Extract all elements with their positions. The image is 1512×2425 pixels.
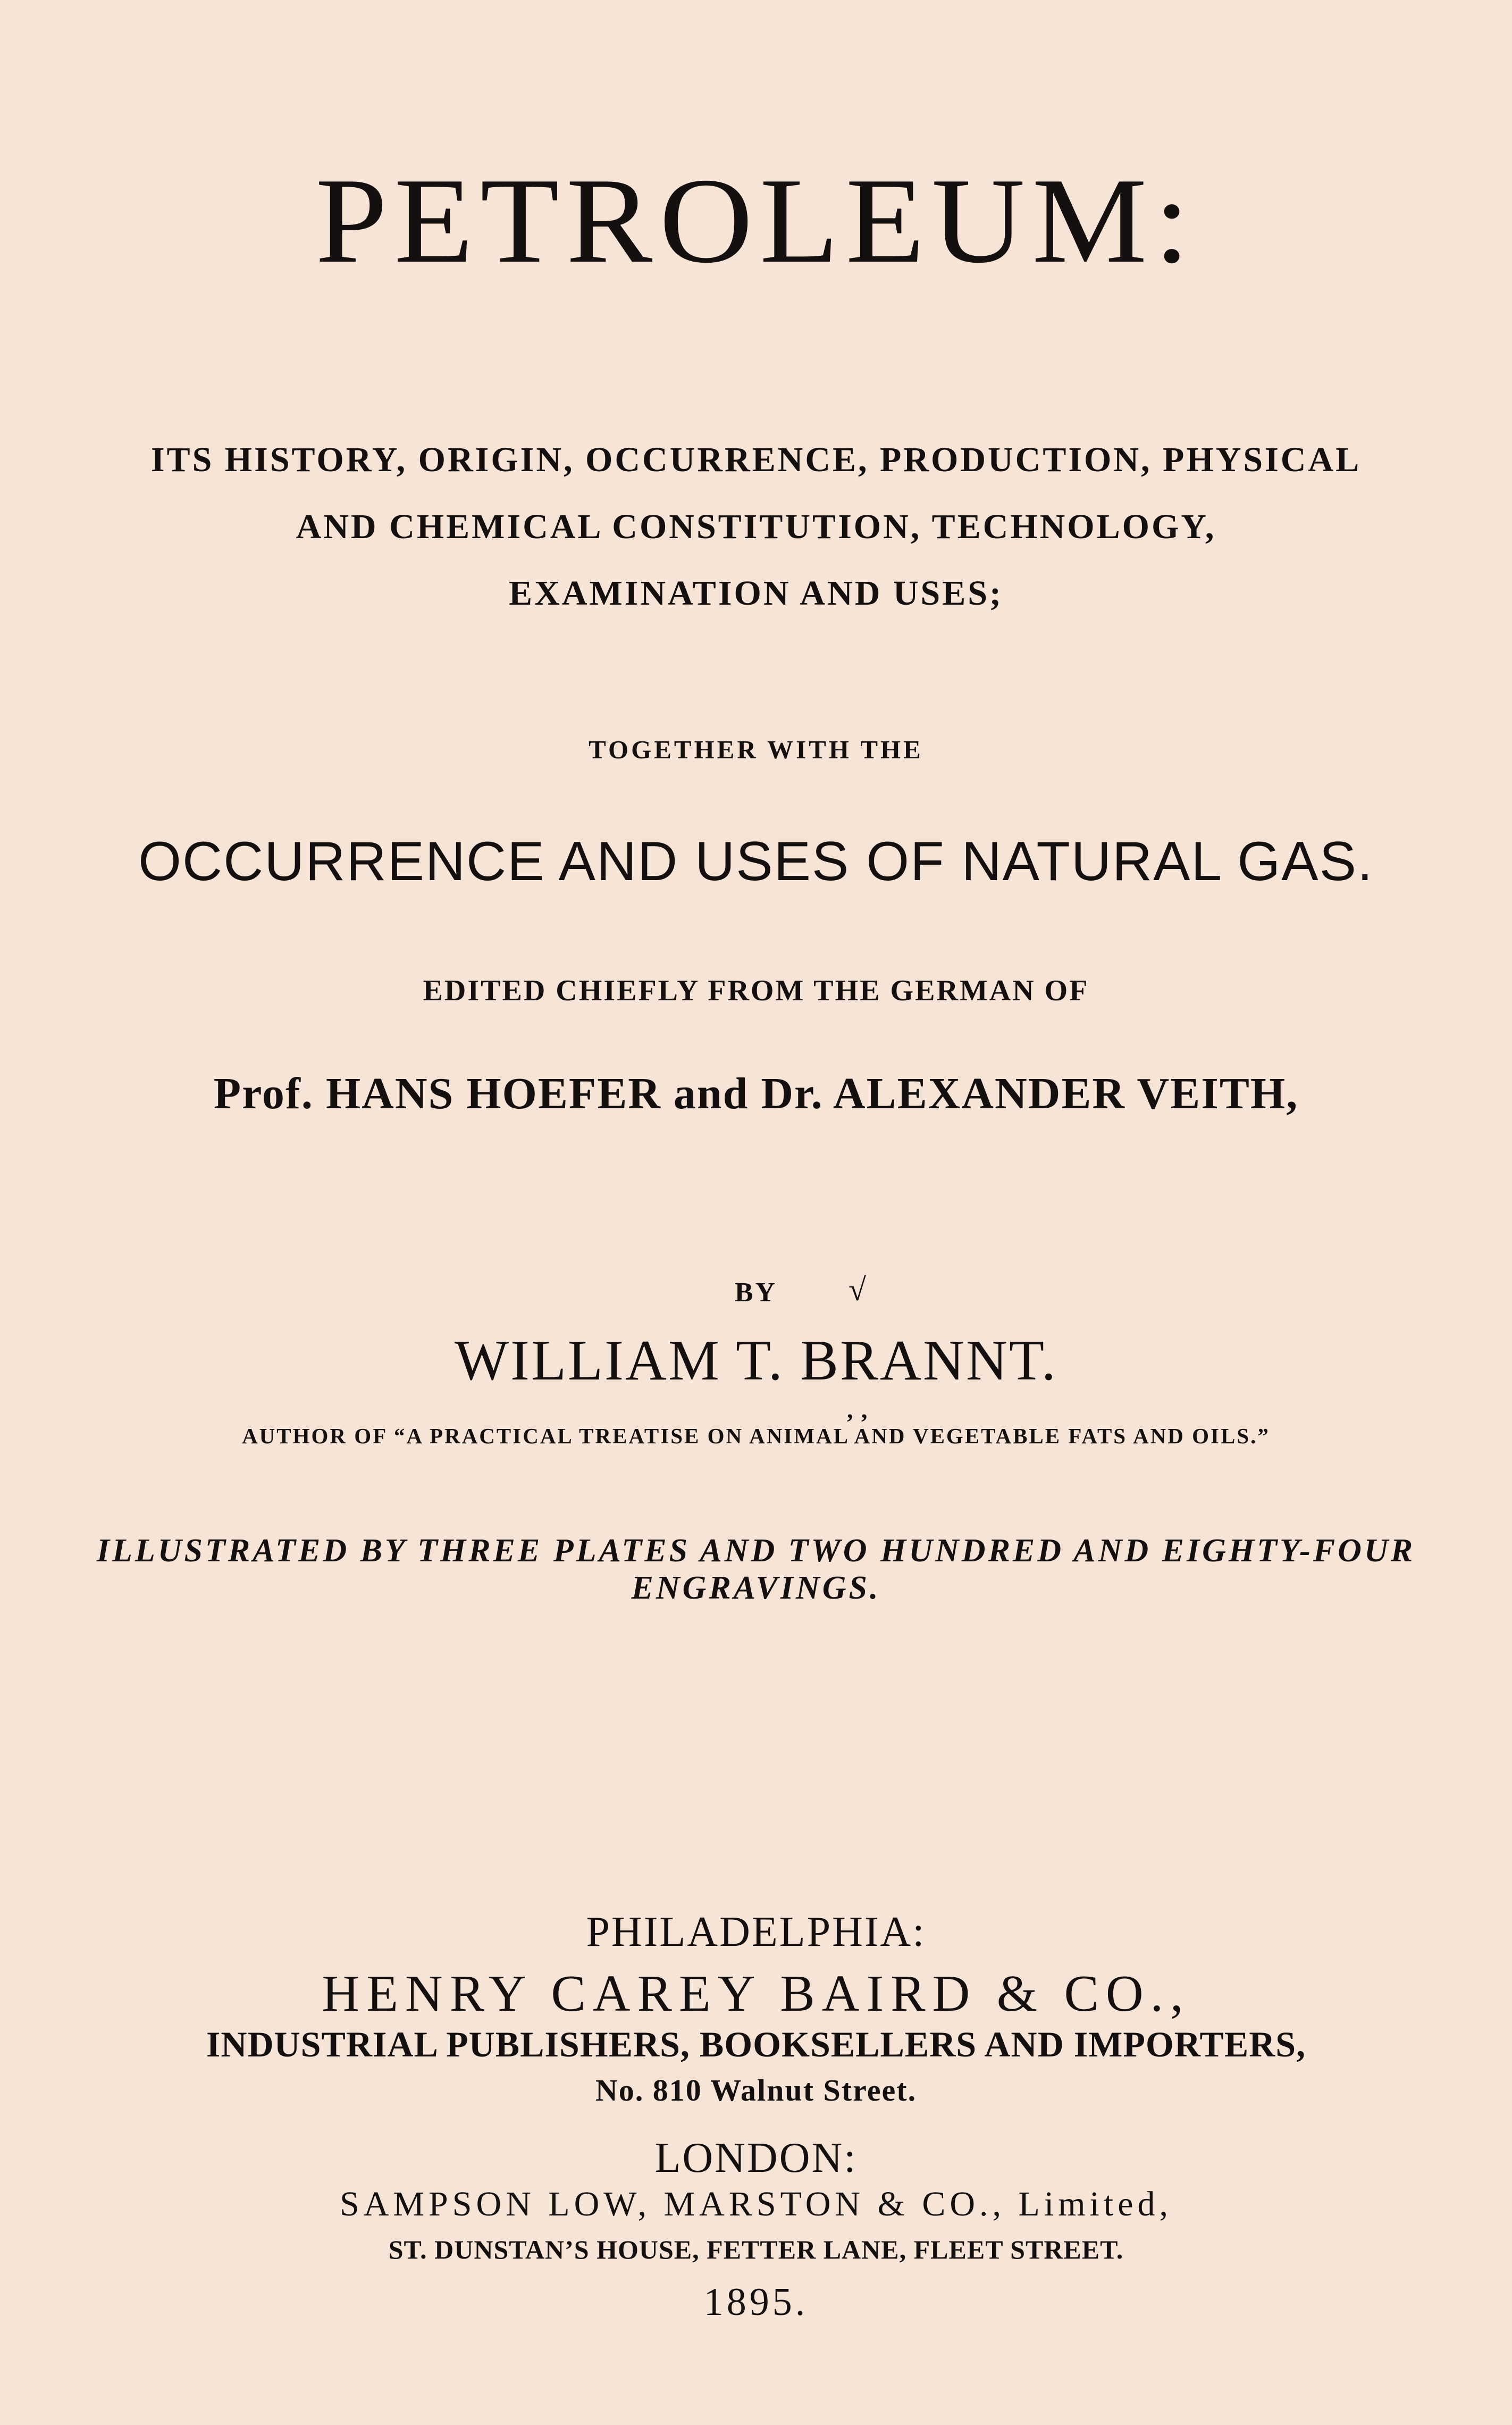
imprint-address-london: ST. DUNSTAN’S HOUSE, FETTER LANE, FLEET STREET. bbox=[388, 2235, 1124, 2264]
subtitle-line-2: AND CHEMICAL CONSTITUTION, TECHNOLOGY, bbox=[296, 507, 1216, 546]
subtitle-line-1: ITS HISTORY, ORIGIN, OCCURRENCE, PRODUCTION, PHYSICAL bbox=[150, 440, 1362, 479]
imprint-publisher: HENRY CAREY BAIRD & CO., bbox=[322, 1965, 1190, 2022]
pencil-marks-annotation: ‚ ‚ bbox=[846, 1396, 869, 1423]
illustrated-line-1: ILLUSTRATED BY THREE PLATES AND TWO HUNDRED AND EIGHTY-FOUR bbox=[96, 1533, 1416, 1569]
edited-from-line: EDITED CHIEFLY FROM THE GERMAN OF bbox=[423, 974, 1089, 1007]
by-line: BY bbox=[734, 1277, 778, 1308]
imprint-year: 1895. bbox=[703, 2280, 809, 2324]
imprint-city-philadelphia: PHILADELPHIA: bbox=[586, 1909, 926, 1955]
imprint-city-london: LONDON: bbox=[654, 2135, 858, 2181]
illustrated-line-2: ENGRAVINGS. bbox=[631, 1570, 881, 1606]
author-of-line: AUTHOR OF “A PRACTICAL TREATISE ON ANIMAL AND VEGETABLE FATS AND OILS.” bbox=[242, 1424, 1270, 1448]
natural-gas-heading: OCCURRENCE AND USES OF NATURAL GAS. bbox=[138, 831, 1374, 892]
imprint-london-publisher: SAMPSON LOW, MARSTON & CO., Limited, bbox=[339, 2185, 1172, 2223]
together-with-line: TOGETHER WITH THE bbox=[589, 735, 923, 764]
author-name: WILLIAM T. BRANNT. bbox=[455, 1329, 1057, 1392]
book-title: PETROLEUM: bbox=[315, 153, 1197, 288]
editors-line: Prof. HANS HOEFER and Dr. ALEXANDER VEITH, bbox=[213, 1069, 1299, 1118]
imprint-trade-line: INDUSTRIAL PUBLISHERS, BOOKSELLERS AND IMPORTERS, bbox=[206, 2024, 1306, 2064]
check-mark-annotation: √ bbox=[849, 1272, 866, 1307]
imprint-address-philadelphia: No. 810 Walnut Street. bbox=[595, 2073, 917, 2108]
subtitle-line-3: EXAMINATION AND USES; bbox=[509, 574, 1003, 613]
